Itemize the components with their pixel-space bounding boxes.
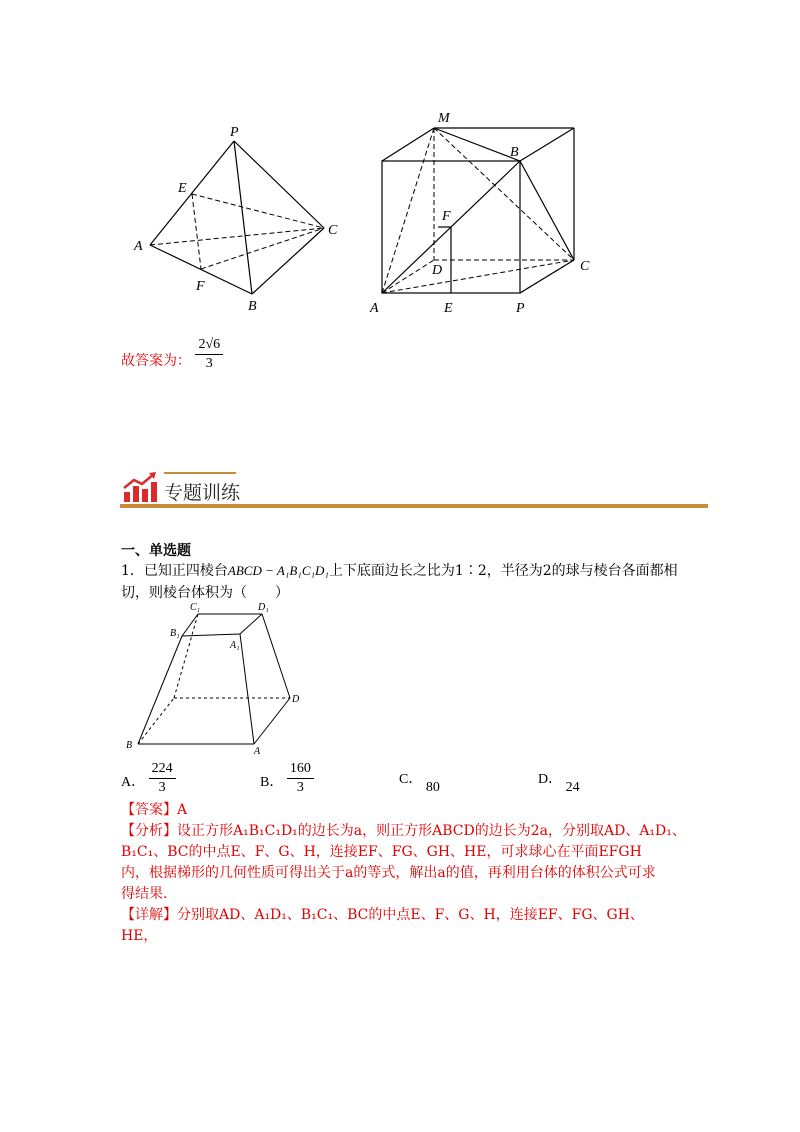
answer-numerator: 2√6 (195, 336, 223, 355)
answer-prefix: 故答案为： (121, 352, 191, 369)
label-A: A (254, 746, 261, 756)
option-b-fraction (287, 760, 314, 797)
label-D: D (292, 694, 300, 705)
line-EF (192, 194, 201, 269)
label-P: P (230, 125, 239, 140)
previous-answer-line (121, 336, 223, 373)
edge-AC (150, 228, 324, 245)
option-b-numerator: 160 (287, 760, 314, 779)
option-c-value: 80 (425, 780, 440, 795)
label-B: B (510, 145, 519, 160)
label-D: D (432, 263, 443, 278)
option-b[interactable] (260, 760, 314, 797)
option-d-label: D． (538, 772, 563, 787)
label-A1: A₁ (230, 640, 240, 651)
label-F: F (442, 209, 451, 224)
option-d-value: 24 (565, 780, 580, 795)
frustum-figure (118, 598, 308, 756)
option-b-denominator: 3 (296, 780, 304, 795)
line-EC (192, 194, 324, 228)
section-header (120, 470, 708, 510)
label-P: P (516, 301, 525, 316)
option-c[interactable] (399, 768, 440, 795)
question-expression: ABCD − A₁B₁C₁D₁ (227, 563, 329, 578)
answer-row (121, 800, 691, 821)
label-E: E (444, 301, 453, 316)
answer-fraction (195, 336, 223, 373)
label-M: M (438, 111, 450, 126)
label-A: A (370, 301, 379, 316)
label-F: F (196, 279, 205, 294)
label-C1: C₁ (190, 602, 201, 613)
question-text-c: 切，则棱台体积为（ ） (121, 585, 289, 601)
analysis-tag: 【分析】 (121, 823, 177, 839)
cube-figure (362, 104, 612, 319)
analysis-line-1 (121, 821, 691, 842)
label-D1: D₁ (258, 602, 269, 613)
option-c-label: C． (399, 772, 423, 787)
option-a-fraction (149, 760, 176, 797)
option-a-denominator: 3 (158, 780, 166, 795)
question-type-heading: 一、单选题 (121, 543, 191, 559)
bar-chart-icon (122, 472, 158, 504)
analysis-text-1: 设正方形A₁B₁C₁D₁的边长为a，则正方形ABCD的边长为2a，分别取AD、A₁D₁、 (177, 823, 686, 839)
label-C: C (580, 259, 590, 274)
solution-block (121, 800, 691, 947)
header-accent-line (164, 472, 236, 474)
header-underline (120, 504, 708, 508)
edge-BC (252, 228, 324, 294)
analysis-line-3: 内，根据梯形的几何性质可得出关于a的等式，解出a的值，再利用台体的体积公式可求 (121, 865, 656, 881)
edge-PA (150, 141, 234, 245)
tetrahedron-figure (128, 118, 358, 318)
label-B: B (248, 299, 257, 314)
answer-value: A (177, 802, 188, 818)
edge-PB (234, 141, 252, 294)
label-A: A (134, 239, 143, 254)
option-d[interactable] (538, 768, 580, 795)
question-number: 1． (121, 563, 144, 579)
detail-tag: 【详解】 (121, 907, 177, 923)
answer-denominator: 3 (205, 356, 213, 371)
option-b-label: B． (260, 774, 284, 790)
question-text-a: 已知正四棱台 (143, 563, 228, 579)
section-title: 专题训练 (164, 482, 241, 504)
detail-line-2: HE， (121, 928, 158, 944)
analysis-line-4: 得结果. (121, 886, 168, 902)
question-text-b: 上下底面边长之比为1∶2，半径为2的球与棱台各面都相 (328, 563, 678, 579)
label-E: E (178, 181, 187, 196)
option-a-numerator: 224 (149, 760, 176, 779)
detail-text-1: 分别取AD、A₁D₁、B₁C₁、BC的中点E、F、G、H，连接EF、FG、GH、 (177, 907, 644, 923)
option-a-label: A． (121, 774, 146, 790)
answer-tag: 【答案】 (121, 802, 177, 818)
label-B: B (126, 740, 133, 751)
label-C: C (328, 223, 338, 238)
option-a[interactable] (121, 760, 176, 797)
edge-PC (234, 141, 324, 228)
detail-line-1 (121, 905, 691, 926)
label-B1: B₁ (170, 628, 180, 639)
analysis-line-2: B₁C₁、BC的中点E、F、G、H，连接EF、FG、GH、HE，可求球心在平面EFGH (121, 844, 642, 860)
